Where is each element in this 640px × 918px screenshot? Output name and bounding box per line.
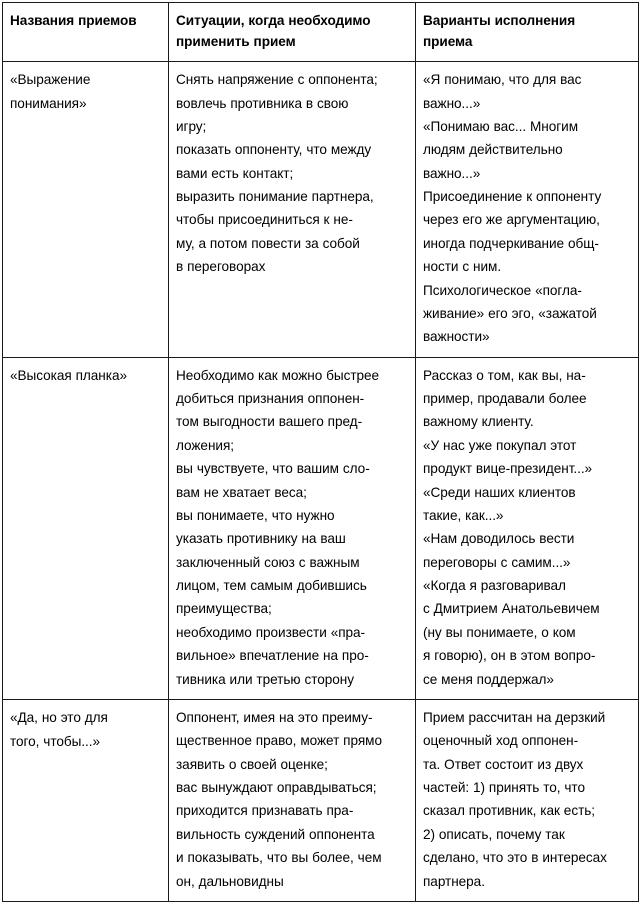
text-line: «Когда я разговаривал [423, 578, 566, 593]
cell-execution-variants [416, 699, 639, 901]
text-line: людям действительно [423, 142, 563, 158]
table-row [3, 62, 639, 358]
text-line: частей: 1) принять то, что [423, 780, 585, 795]
cell-execution-variants [416, 62, 639, 358]
text-line: важному клиенту. [423, 414, 534, 430]
text-line: вильность суждений оппонента [176, 826, 375, 842]
text-line: необходимо произвести «пра- [176, 624, 366, 640]
text-line: вам не хватает веса; [176, 484, 307, 500]
text-line: «Я понимаю, что для вас [423, 72, 582, 88]
cell-execution-variants [416, 357, 639, 699]
text-line: вильное» впечатление на про- [176, 648, 369, 664]
text-line: ности с ним. [423, 259, 502, 275]
text-line: важно...» [423, 165, 481, 181]
table-header [3, 3, 639, 62]
column-header-tactic-names [3, 3, 169, 62]
text-line: игру; [176, 118, 207, 134]
table-row [3, 699, 639, 901]
text-line: та. Ответ состоит из двух [423, 756, 584, 772]
text-line: приходится признавать пра- [176, 803, 354, 819]
text-line: Психологическое «погла- [423, 282, 582, 298]
text-line: лицом, тем самым добившись [176, 578, 367, 593]
text-line: указать противнику на ваш [176, 531, 346, 547]
text-line: чтобы присоединиться к не- [176, 212, 353, 228]
header-line: приема [423, 34, 473, 50]
text-line: он, дальновидны [176, 873, 284, 889]
text-line: продукт вице-президент...» [423, 461, 593, 477]
cell-tactic-name [3, 62, 169, 358]
text-line: важности» [423, 329, 490, 345]
text-line: заключенный союз с важным [176, 554, 360, 570]
text-line: Рассказ о том, как вы, на- [423, 367, 586, 383]
cell-tactic-name [3, 357, 169, 699]
text-line: в переговорах [176, 259, 266, 275]
table-header-row [3, 3, 639, 62]
text-line: через его же аргументацию, [423, 212, 600, 228]
text-line: пример, продавали более [423, 391, 587, 406]
text-line: понимания» [10, 96, 87, 112]
text-line: вовлечь противника в свою [176, 95, 349, 111]
text-line: живание» его эго, «зажатой [423, 305, 597, 321]
text-line: 2) описать, почему так [423, 826, 565, 842]
text-line: «Среди наших клиентов [423, 484, 576, 500]
text-line: выразить понимание партнера, [176, 189, 374, 204]
header-line: Ситуации, когда необходимо [176, 13, 371, 28]
text-line: иногда подчеркивание общ- [423, 235, 599, 251]
text-line: переговоры с самим...» [423, 554, 571, 570]
header-line: применить прием [176, 34, 296, 50]
cell-tactic-name [3, 699, 169, 901]
cell-situations [169, 699, 416, 901]
text-line: ложения; [176, 437, 234, 453]
text-line: «Да, но это для [10, 709, 108, 725]
text-line: Необходимо как можно быстрее [176, 367, 380, 383]
text-line: того, чтобы...» [10, 734, 101, 750]
text-line: Оппонент, имея на это преиму- [176, 709, 373, 725]
text-line: Прием рассчитан на дерзкий [423, 709, 606, 725]
text-line: «Нам доводилось вести [423, 531, 575, 547]
text-line: вами есть контакт; [176, 165, 294, 181]
text-line: тивника или третью сторону [176, 671, 354, 687]
text-line: Снять напряжение с оппонента; [176, 72, 378, 88]
header-line: Варианты исполнения [423, 13, 576, 28]
text-line: сделано, что это в интересах [423, 850, 607, 866]
text-line: партнера. [423, 873, 485, 889]
text-line: вы понимаете, что нужно [176, 507, 335, 523]
text-line: вы чувствуете, что вашим сло- [176, 461, 370, 477]
header-line: Названия приемов [10, 13, 137, 28]
text-line: с Дмитрием Анатольевичем [423, 601, 600, 617]
text-line: заявить о своей оценке; [176, 756, 328, 772]
text-line: и показывать, что вы более, чем [176, 850, 382, 866]
text-line: (ну вы понимаете, о ком [423, 624, 576, 640]
text-line: важно...» [423, 95, 481, 111]
text-line: вас вынуждают оправдываться; [176, 780, 377, 795]
text-line: се меня поддержал» [423, 671, 554, 687]
text-line: добиться признания оппонен- [176, 391, 365, 406]
text-line: том выгодности вашего пред- [176, 414, 363, 430]
table-row [3, 357, 639, 699]
text-line: оценочный ход оппонен- [423, 733, 579, 749]
text-line: «У нас уже покупал этот [423, 437, 577, 453]
text-line: показать оппоненту, что между [176, 142, 372, 158]
column-header-execution-variants [416, 3, 639, 62]
text-line: щественное право, может прямо [176, 733, 382, 749]
text-line: «Выражение [10, 72, 91, 88]
cell-situations [169, 62, 416, 358]
text-line: Присоединение к оппоненту [423, 189, 602, 204]
text-line: «Понимаю вас... Многим [423, 118, 578, 134]
negotiation-tactics-table [2, 2, 639, 902]
text-line: «Высокая планка» [10, 367, 127, 383]
text-line: преимущества; [176, 601, 272, 617]
cell-situations [169, 357, 416, 699]
text-line: такие, как...» [423, 507, 504, 523]
column-header-situations [169, 3, 416, 62]
text-line: я говорю), он в этом вопро- [423, 648, 596, 664]
text-line: сказал противник, как есть; [423, 803, 595, 819]
text-line: му, а потом повести за собой [176, 235, 360, 251]
table-body [3, 62, 639, 902]
